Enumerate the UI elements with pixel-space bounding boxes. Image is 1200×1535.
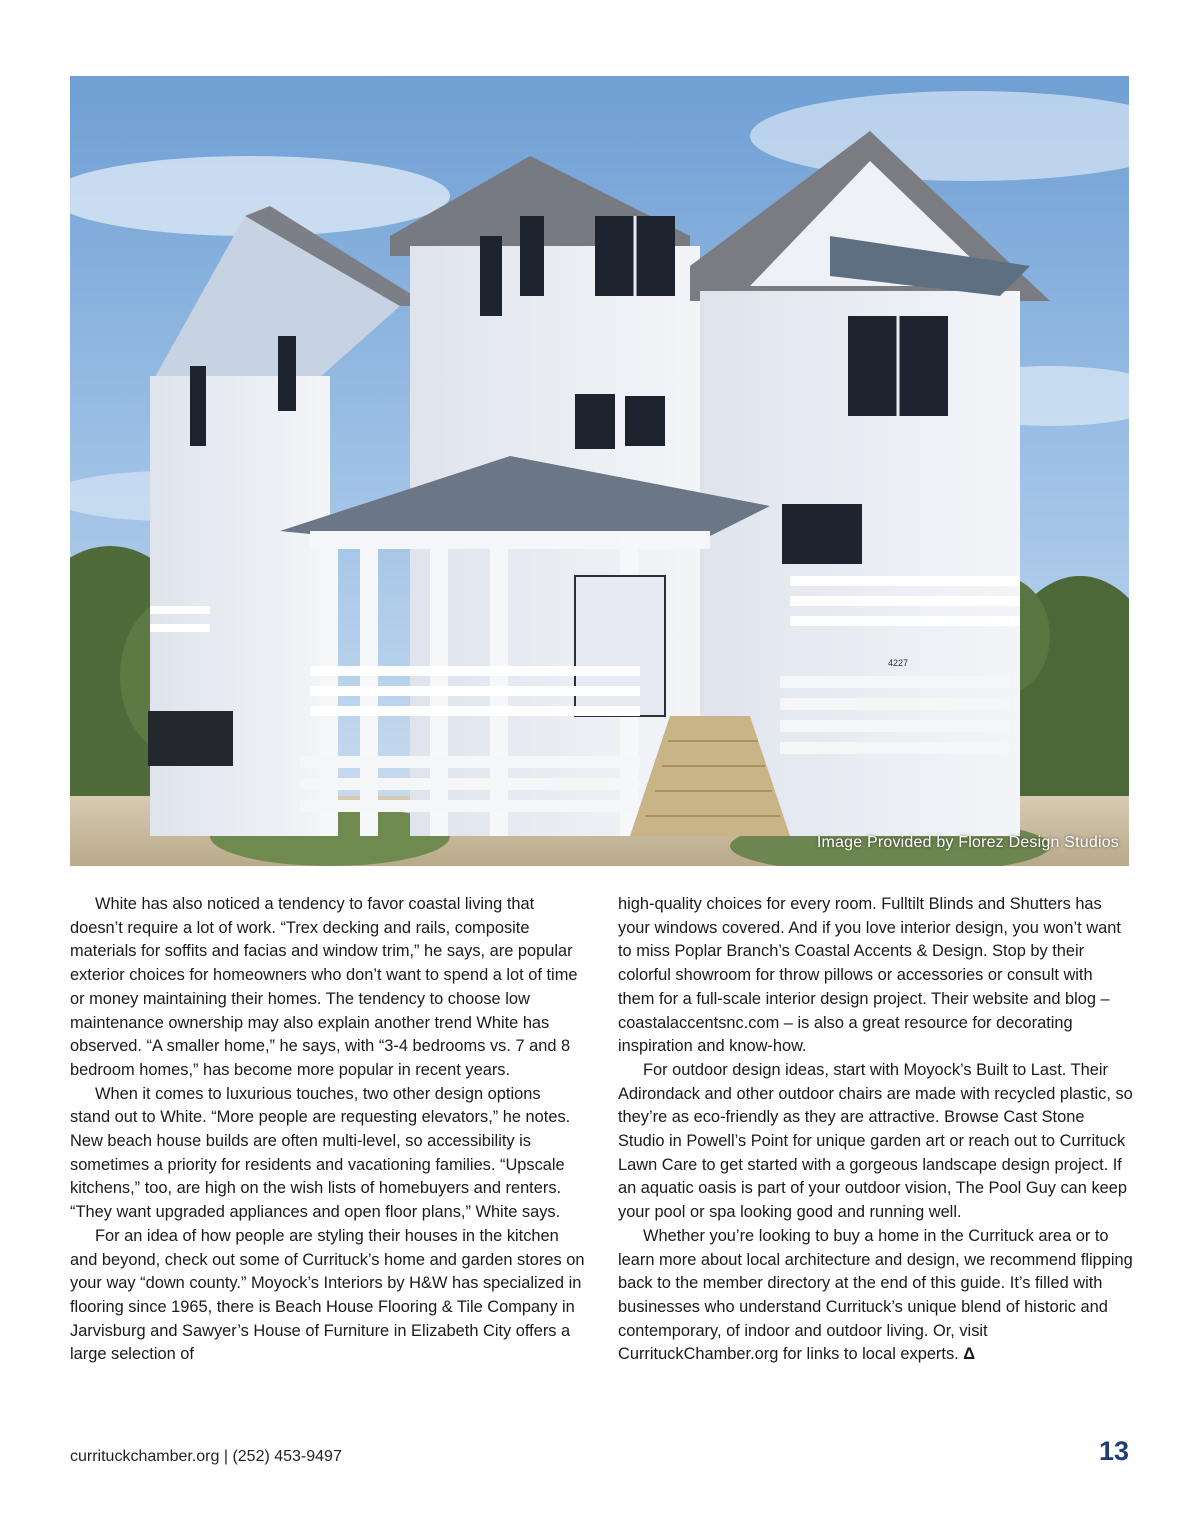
footer-contact: currituckchamber.org | (252) 453-9497 [70, 1448, 342, 1465]
end-mark: Δ [963, 1345, 976, 1364]
house-illustration [70, 76, 1129, 866]
photo-credit: Image Provided by Florez Design Studios [816, 834, 1119, 851]
paragraph-interior-design: high-quality choices for every room. Fulltilt Blinds and Shutters has your windows covered. And if you love interior design, you won’t want to miss Poplar Branch’s Coastal Accents & Design. Stop by their colorful showroom for throw pillows or accessories or consult with them for a full-scale interior design project. Their website and blog – coastalaccentsnc.com – is also a great resource for decorating inspiration and know-how. [618, 895, 1121, 1056]
paragraph-home-stores: For an idea of how people are styling their houses in the kitchen and beyond, check out some of Currituck’s home and garden stores on your way “down county.” Moyock’s Interiors by H&W has specialized in flooring since 1965, there is Beach House Flooring & Tile Company in Jarvisburg and Sawyer’s House of Furniture in Elizabeth City offers a large selection of [70, 1226, 585, 1364]
paragraph-closing [618, 1225, 1133, 1367]
closing-text: Whether you’re looking to buy a home in the Currituck area or to learn more about local architecture and design, we recommend flipping back to the member directory at the end of this guide. It’s filled with businesses who understand Currituck’s unique blend of historic and contemporary, of indoor and outdoor living. Or, visit CurrituckChamber.org for links to local experts. [618, 1226, 1133, 1364]
article-left-column [70, 893, 585, 1367]
paragraph-luxurious-touches: When it comes to luxurious touches, two other design options stand out to White. “More people are requesting elevators,” he notes. New beach house builds are often multi-level, so accessibility is sometimes a priority for residents and vacationing families. “Upscale kitchens,” too, are high on the wish lists of homebuyers and renters. “They want upgraded appliances and open floor plans,” White says. [70, 1084, 571, 1222]
paragraph-low-maintenance: White has also noticed a tendency to favor coastal living that doesn’t require a lot of work. “Trex decking and rails, composite materials for soffits and facias and window trim,” he says, are popular exterior choices for homeowners who don’t want to spend a lot of time or money maintaining their homes. The tendency to choose low maintenance ownership may also explain another trend White has observed. “A smaller home,” he says, with “3-4 bedrooms vs. 7 and 8 bedroom homes,” has become more popular in recent years. [70, 895, 578, 1079]
paragraph-outdoor-design: For outdoor design ideas, start with Moyock’s Built to Last. Their Adirondack and other outdoor chairs are made with recycled plastic, so they’re as eco-friendly as they are attractive. Browse Cast Stone Studio in Powell’s Point for unique garden art or reach out to Currituck Lawn Care to get started with a gorgeous landscape design project. If an aquatic oasis is part of your outdoor vision, The Pool Guy can keep your pool or spa looking good and running well. [618, 1060, 1133, 1222]
article-right-column [618, 893, 1133, 1367]
house-photo [70, 76, 1129, 866]
page-number: 13 [1098, 1436, 1129, 1466]
house-number: 4227 [888, 658, 909, 668]
